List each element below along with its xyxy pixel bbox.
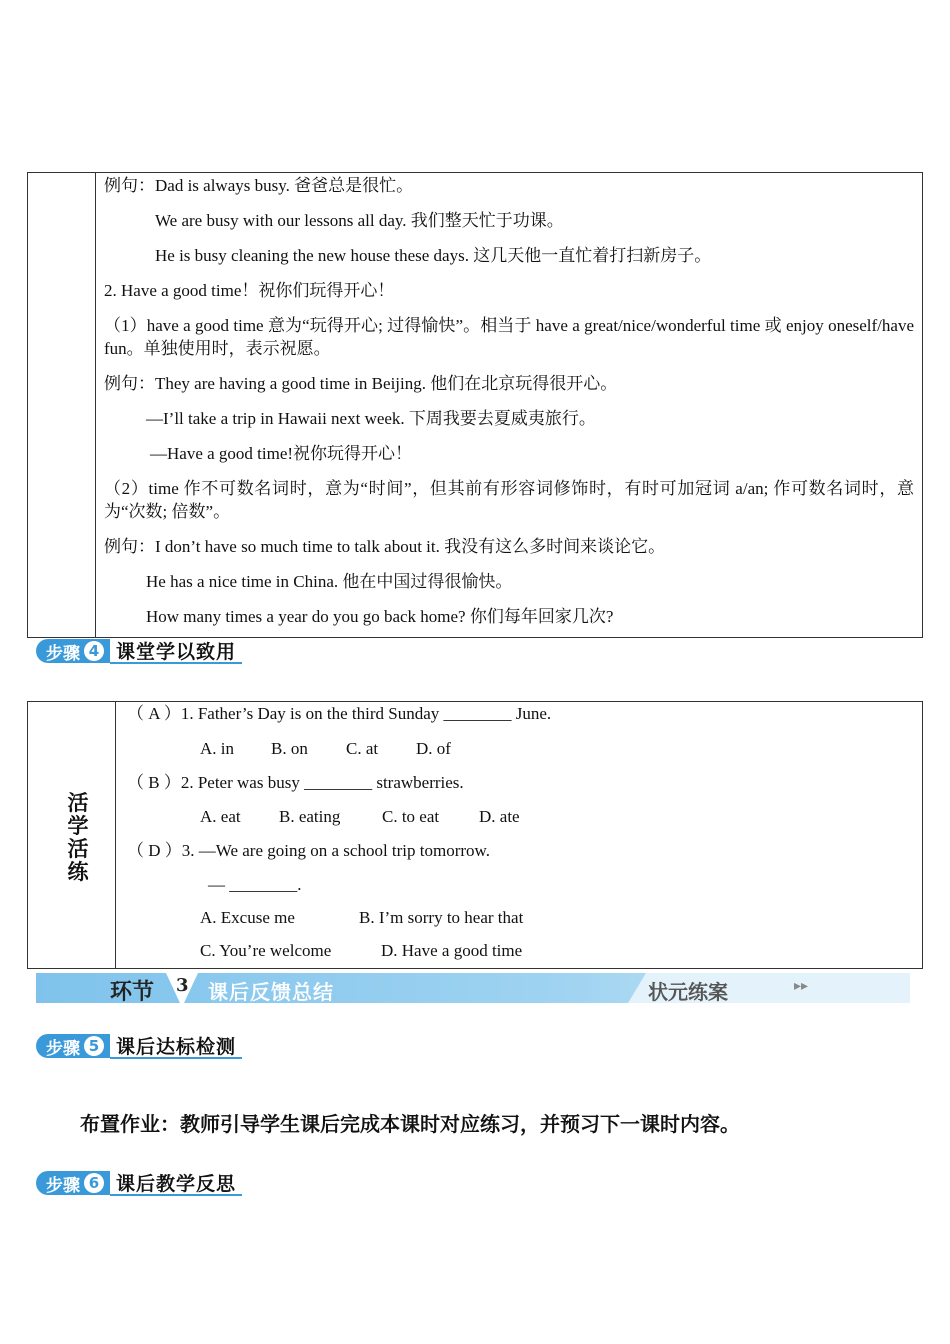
example-table xyxy=(27,172,923,638)
side-label-char: 活 xyxy=(67,837,89,861)
explanation-paragraph: （1）have a good time 意为“玩得开心; 过得愉快”。相当于 have a great/nice/wonderful time 或 enjoy oneself/have fun。单独使用时，表示祝愿。 xyxy=(104,316,914,358)
option: D. ate xyxy=(479,807,520,826)
option: A. eat xyxy=(200,807,241,826)
example-line: How many times a year do you go back home? 你们每年回家几次? xyxy=(146,607,614,626)
option: A. in xyxy=(200,739,234,758)
side-label-char: 学 xyxy=(67,814,89,838)
step-number: 4 xyxy=(84,641,104,661)
question-1: （ A ）1. Father’s Day is on the third Sunday ________ June. xyxy=(127,704,552,723)
step-title: 课堂学以致用 xyxy=(110,638,242,664)
example-line: We are busy with our lessons all day. 我们整天忙于功课。 xyxy=(155,211,564,230)
side-label xyxy=(66,792,90,884)
point-heading: 2. Have a good time！祝你们玩得开心！ xyxy=(104,281,395,300)
example-line: He is busy cleaning the new house these days. 这几天他一直忙着打扫新房子。 xyxy=(155,246,712,265)
question-3: （ D ）3. —We are going on a school trip tomorrow. xyxy=(127,841,490,860)
example-line: 例句：Dad is always busy. 爸爸总是很忙。 xyxy=(104,176,414,195)
section-title: 环节 xyxy=(110,979,155,1005)
option: B. eating xyxy=(279,807,341,826)
example-line: 例句：I don’t have so much time to talk about it. 我没有这么多时间来谈论它。 xyxy=(104,537,666,556)
option: C. at xyxy=(346,739,379,758)
option: B. on xyxy=(271,739,308,758)
section-label: 课后反馈总结 xyxy=(208,980,334,1004)
step-4-banner xyxy=(36,638,242,664)
option: A. Excuse me xyxy=(200,908,295,927)
option: B. I’m sorry to hear that xyxy=(359,908,524,927)
example-line: —Have a good time!祝你玩得开心！ xyxy=(150,444,413,463)
question-2: （ B ）2. Peter was busy ________ strawberries. xyxy=(127,773,464,792)
side-label-char: 活 xyxy=(67,791,89,815)
option: C. You’re welcome xyxy=(200,941,332,960)
step-5-banner xyxy=(36,1033,242,1059)
table-divider xyxy=(115,701,116,969)
table-divider xyxy=(95,172,96,638)
step-title: 课后达标检测 xyxy=(110,1033,242,1059)
step-6-banner xyxy=(36,1170,242,1196)
step-title: 课后教学反思 xyxy=(110,1170,242,1196)
step-pill xyxy=(36,1171,110,1195)
option: D. of xyxy=(416,739,451,758)
example-line: He has a nice time in China. 他在中国过得很愉快。 xyxy=(146,572,513,591)
section-3-banner xyxy=(36,973,910,1003)
example-line: 例句：They are having a good time in Beijing. 他们在北京玩得很开心。 xyxy=(104,374,618,393)
section-number: 3 xyxy=(176,975,189,996)
step-prefix: 步骤 xyxy=(46,1038,80,1059)
section-number-badge xyxy=(166,973,198,1003)
step-prefix: 步骤 xyxy=(46,1175,80,1196)
option: C. to eat xyxy=(382,807,440,826)
brand-logo: 状元练案 xyxy=(648,980,728,1004)
side-label-char: 练 xyxy=(67,860,89,884)
explanation-paragraph: （2）time 作不可数名词时，意为“时间”，但其前有形容词修饰时，有时可加冠词 a/an; 作可数名词时，意为“次数; 倍数”。 xyxy=(104,479,914,521)
example-line: —I’ll take a trip in Hawaii next week. 下周我要去夏威夷旅行。 xyxy=(146,409,596,428)
double-arrow-icon: ▸▸ xyxy=(794,978,809,994)
step-number: 6 xyxy=(84,1173,104,1193)
step-number: 5 xyxy=(84,1036,104,1056)
homework-instruction: 布置作业：教师引导学生课后完成本课时对应练习，并预习下一课时内容。 xyxy=(80,1112,740,1136)
step-pill xyxy=(36,1034,110,1058)
step-pill xyxy=(36,639,110,663)
question-3-blank: — ________. xyxy=(208,875,302,894)
option: D. Have a good time xyxy=(381,941,523,960)
step-prefix: 步骤 xyxy=(46,643,80,664)
